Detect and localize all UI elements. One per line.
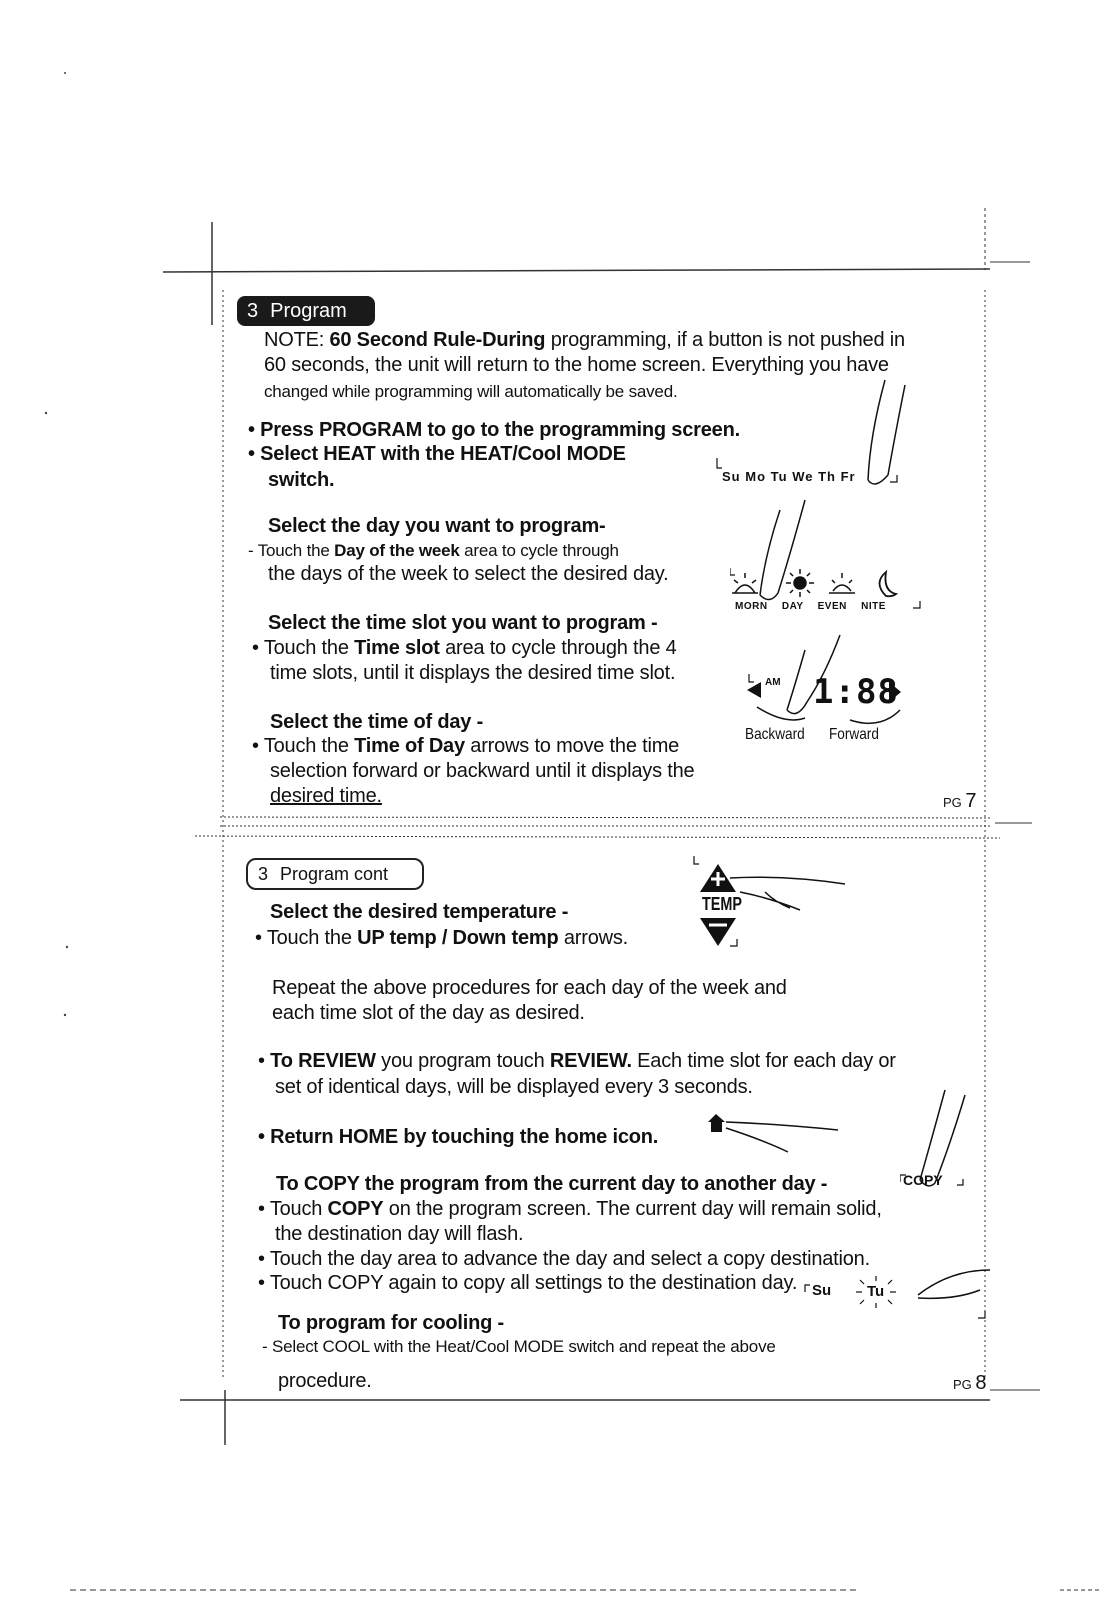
slot-nite-label: NITE (861, 601, 886, 612)
morn-icon (732, 573, 758, 593)
page-prefix: PG (943, 795, 962, 810)
cool-heading: To program for cooling - (278, 1312, 504, 1334)
clock-digits: 1:88 (813, 672, 899, 712)
finger-outline-copy-day (918, 1270, 990, 1298)
forward-label[interactable]: Forward (829, 726, 879, 743)
badge-number: 3 (247, 300, 259, 322)
day-fr: Fr (840, 469, 856, 484)
copy-line-2: the destination day will flash. (275, 1223, 524, 1245)
copy-text-c: on the program screen. The current day will remain solid, (388, 1198, 882, 1220)
home-icon-graphic (708, 1112, 848, 1157)
review-text-b: you program touch (381, 1050, 545, 1072)
home-line-text: Return HOME by touching the home icon. (270, 1126, 659, 1148)
bullet-select-heat-text: Select HEAT with the HEAT/Cool MODE (260, 443, 626, 465)
copy-heading: To COPY the program from the current day to another day - (276, 1173, 828, 1195)
home-icon (708, 1114, 725, 1132)
slot-morn-label: MORN (735, 601, 768, 612)
temp-down-arrow-icon (700, 918, 736, 946)
copy-line-3-text: Touch the day area to advance the day and select a copy destination. (269, 1248, 870, 1270)
finger-outline-home (726, 1122, 838, 1152)
slot-text-a: Touch the (263, 637, 349, 659)
cool-line-2: procedure. (278, 1370, 372, 1392)
copy-line-1: • Touch COPY on the program screen. The current day will remain solid, (258, 1198, 882, 1220)
copy-day-graphic (800, 1240, 990, 1320)
page-prefix: PG (953, 1377, 972, 1392)
copy-day-tu: Tu (867, 1283, 885, 1300)
bullet-press-program: • Press PROGRAM to go to the programming screen. (248, 419, 740, 441)
day-text-a: Touch the (257, 541, 330, 560)
page-number-8 (953, 1372, 987, 1395)
copy-text-a: Touch (269, 1198, 323, 1220)
temp-text-b: UP temp / Down temp (357, 927, 559, 949)
review-text-d: Each time slot for each day or (637, 1050, 896, 1072)
badge-label: Program cont (280, 864, 389, 884)
day-su: Su (722, 469, 741, 484)
day-labels (722, 469, 856, 484)
page-num: 7 (965, 790, 977, 812)
am-indicator: AM (765, 677, 781, 688)
badge-number: 3 (258, 864, 269, 884)
slot-text-b: Time slot (354, 637, 440, 659)
review-text-a: To REVIEW (270, 1050, 376, 1072)
bullet-select-heat: • Select HEAT with the HEAT/Cool MODE (248, 443, 626, 465)
note-line-1 (264, 328, 905, 352)
day-line-2: the days of the week to select the desired day. (268, 563, 669, 585)
day-text-b: Day of the week (334, 541, 460, 560)
repeat-line-2: each time slot of the day as desired. (272, 1002, 585, 1024)
time-text-a: Touch the (263, 735, 349, 757)
nite-moon-icon (880, 572, 897, 596)
left-arrow-icon (747, 682, 761, 698)
temp-label: TEMP (702, 894, 743, 914)
note-line-3: changed while programming will automatically be saved. (264, 382, 678, 401)
copy-day-su: Su (812, 1282, 832, 1299)
copy-line-3: • Touch the day area to advance the day and select a copy destination. (258, 1248, 870, 1270)
time-line-3: desired time. (270, 785, 382, 807)
slot-line-1: • Touch the Time slot area to cycle through the 4 (252, 637, 677, 659)
bracket-right (890, 475, 897, 482)
section-badge-program (237, 296, 375, 326)
day-line-1: - Touch the Day of the week area to cycle through (248, 541, 619, 560)
page-number-7 (943, 790, 977, 813)
time-text-b: Time of Day (354, 735, 465, 757)
backward-label[interactable]: Backward (745, 726, 805, 743)
slot-day-label: DAY (781, 601, 804, 612)
day-we: We (792, 469, 814, 484)
time-heading: Select the time of day - (270, 711, 484, 733)
bullet-press-program-text: Press PROGRAM to go to the programming screen. (260, 419, 740, 441)
day-text-c: area to cycle through (464, 541, 619, 560)
review-text-c: REVIEW. (549, 1050, 632, 1072)
repeat-line-1: Repeat the above procedures for each day of the week and (272, 977, 787, 999)
time-slot-labels (735, 601, 886, 612)
note-rest: programming, if a button is not pushed in (550, 329, 905, 351)
backward-arc (757, 707, 805, 720)
copy-line-4-text: Touch COPY again to copy all settings to the destination day. (269, 1272, 798, 1294)
cool-line-1-text: Select COOL with the Heat/Cool MODE switch and repeat the above (271, 1337, 776, 1356)
finger-outline-temp (730, 877, 845, 910)
day-th: Th (818, 469, 836, 484)
time-line-1: • Touch the Time of Day arrows to move the time (252, 735, 680, 757)
page-num: 8 (975, 1372, 987, 1394)
cool-line-1: - Select COOL with the Heat/Cool MODE switch and repeat the above (262, 1337, 776, 1356)
slot-even-label: EVEN (817, 601, 847, 612)
temp-line: • Touch the UP temp / Down temp arrows. (255, 927, 629, 949)
day-sun-icon (786, 569, 814, 597)
bullet-select-heat-line2: switch. (268, 469, 335, 491)
bracket-left (717, 458, 722, 468)
forward-arc (850, 710, 900, 723)
temp-text-c: arrows. (563, 927, 629, 949)
copy-line-4: • Touch COPY again to copy all settings to the destination day. (258, 1272, 798, 1294)
home-line: • Return HOME by touching the home icon. (258, 1126, 659, 1148)
slot-text-c: area to cycle through the 4 (445, 637, 677, 659)
time-text-c: arrows to move the time (470, 735, 680, 757)
review-line-1: • To REVIEW you program touch REVIEW. Each time slot for each day or (258, 1050, 896, 1072)
day-mo: Mo (745, 469, 767, 484)
review-line-2: set of identical days, will be displayed every 3 seconds. (275, 1076, 753, 1098)
day-tu: Tu (770, 469, 788, 484)
copy-button-label[interactable]: COPY (903, 1172, 943, 1188)
finger-outline-days (868, 380, 905, 484)
temp-heading: Select the desired temperature - (270, 901, 569, 923)
slot-line-2: time slots, until it displays the desired time slot. (270, 662, 676, 684)
time-line-2: selection forward or backward until it displays the (270, 760, 695, 782)
note-prefix: NOTE: (264, 329, 325, 351)
even-icon (829, 573, 855, 593)
badge-label: Program (270, 300, 347, 322)
note-bold: 60 Second Rule-During (329, 329, 546, 351)
day-heading: Select the day you want to program- (268, 515, 606, 537)
slot-heading: Select the time slot you want to program - (268, 612, 658, 634)
note-line-2: 60 seconds, the unit will return to the home screen. Everything you have (264, 354, 889, 376)
section-badge-program-cont (246, 858, 424, 890)
temp-text-a: Touch the (266, 927, 352, 949)
copy-text-b: COPY (327, 1198, 384, 1220)
